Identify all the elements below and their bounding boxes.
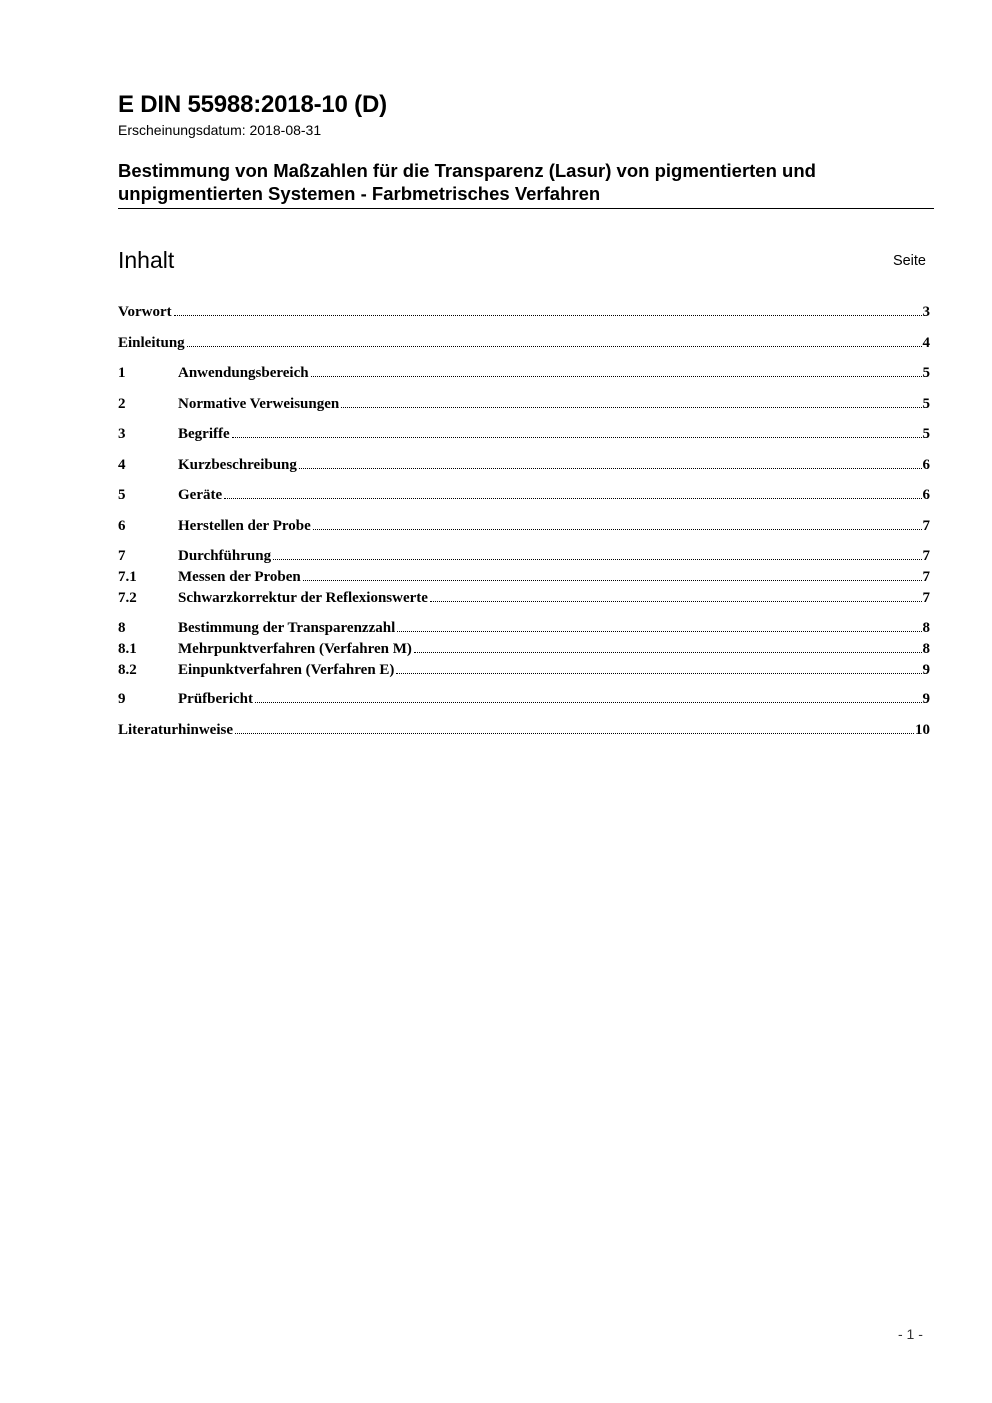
toc-entry-label: Messen der Proben	[178, 569, 301, 585]
toc-entry-label: Mehrpunktverfahren (Verfahren M)	[178, 640, 412, 657]
page-number: - 1 -	[898, 1326, 923, 1342]
toc-entry-7[interactable]	[118, 546, 930, 567]
toc-entry-number: 5	[118, 487, 126, 503]
toc-entry-5[interactable]	[118, 485, 930, 506]
document-title-line-2: unpigmentierten Systemen - Farbmetrisches Verfahren	[118, 183, 601, 204]
toc-entry-page: 5	[922, 365, 930, 381]
toc-leader-dots	[414, 652, 922, 653]
document-id: E DIN 55988:2018-10 (D)	[118, 91, 387, 118]
toc-entry-number: 8.2	[118, 661, 137, 678]
toc-entry-number: 3	[118, 426, 126, 442]
toc-leader-dots	[187, 346, 922, 347]
toc-entry-page: 7	[922, 590, 930, 606]
toc-heading: Inhalt	[118, 247, 175, 273]
toc-entry-3[interactable]	[118, 424, 930, 445]
toc-entry-page: 8	[922, 619, 930, 636]
toc-entry-label: Bestimmung der Transparenzzahl	[178, 619, 396, 636]
toc-entry-number: 7	[118, 548, 126, 564]
toc-entry-6[interactable]	[118, 516, 930, 537]
toc-entry-2[interactable]	[118, 394, 930, 415]
toc-entry-number: 8	[118, 619, 126, 636]
toc-entry-label: Vorwort	[118, 304, 172, 320]
toc-entry-9[interactable]	[118, 689, 930, 710]
toc-entry-page: 7	[922, 548, 930, 564]
document-header	[118, 90, 934, 209]
toc-page-column-heading: Seite	[892, 253, 926, 269]
toc-entry-number: 4	[118, 456, 126, 473]
toc-entry-page: 6	[922, 456, 930, 473]
toc-entry-literaturhinweise[interactable]	[118, 720, 930, 741]
toc-entry-label: Prüfbericht	[178, 691, 253, 707]
toc-leader-dots	[430, 601, 922, 602]
toc-entry-page: 10	[915, 721, 930, 738]
toc-entry-page: 9	[922, 691, 930, 707]
publication-date: Erscheinungsdatum: 2018-08-31	[118, 122, 322, 138]
toc-leader-dots	[255, 702, 922, 703]
toc-entry-8[interactable]	[118, 618, 930, 639]
toc-entry-number: 7.2	[118, 590, 137, 606]
toc-entry-label: Geräte	[178, 487, 223, 503]
toc-leader-dots	[273, 559, 921, 560]
toc-entry-number: 6	[118, 517, 126, 534]
toc-entry-label: Anwendungsbereich	[178, 365, 309, 381]
toc-leader-dots	[311, 376, 922, 377]
toc-entry-8-2[interactable]	[118, 660, 930, 681]
document-title	[118, 159, 934, 209]
toc-leader-dots	[235, 733, 914, 734]
toc-entry-label: Schwarzkorrektur der Reflexionswerte	[178, 590, 428, 606]
toc-entry-vorwort[interactable]	[118, 302, 930, 323]
toc-entry-label: Kurzbeschreibung	[178, 456, 297, 473]
toc-entry-page: 7	[922, 517, 930, 534]
toc-leader-dots	[313, 529, 922, 530]
toc-leader-dots	[341, 407, 921, 408]
toc-entry-4[interactable]	[118, 455, 930, 476]
toc-leader-dots	[299, 468, 922, 469]
toc-entry-page: 5	[922, 426, 930, 442]
toc-entry-page: 3	[922, 304, 930, 320]
toc-entry-number: 8.1	[118, 640, 137, 657]
toc-leader-dots	[224, 498, 921, 499]
toc-entry-8-1[interactable]	[118, 639, 930, 660]
toc-entry-7-2[interactable]	[118, 588, 930, 609]
toc-entry-page: 6	[922, 487, 930, 503]
toc-entry-number: 1	[118, 365, 126, 381]
toc-header	[118, 244, 926, 276]
toc-entry-label: Einleitung	[118, 334, 185, 351]
toc-leader-dots	[232, 437, 922, 438]
toc-leader-dots	[174, 315, 922, 316]
toc-list	[118, 302, 930, 741]
toc-entry-label: Durchführung	[178, 548, 272, 564]
toc-entry-number: 2	[118, 395, 126, 412]
toc-entry-label: Herstellen der Probe	[178, 517, 311, 534]
toc-entry-label: Begriffe	[178, 426, 230, 442]
toc-entry-label: Einpunktverfahren (Verfahren E)	[178, 661, 395, 678]
document-title-line-1: Bestimmung von Maßzahlen für die Transparenz (Lasur) von pigmentierten und	[118, 160, 816, 181]
toc-entry-label: Literaturhinweise	[118, 721, 233, 738]
toc-entry-page: 5	[922, 395, 930, 412]
toc-leader-dots	[397, 631, 921, 632]
toc-entry-page: 7	[922, 569, 930, 585]
toc-entry-einleitung[interactable]	[118, 333, 930, 354]
toc-entry-page: 8	[922, 640, 930, 657]
toc-entry-number: 7.1	[118, 569, 137, 585]
toc-entry-page: 4	[922, 334, 930, 351]
toc-entry-1[interactable]	[118, 363, 930, 384]
toc-entry-7-1[interactable]	[118, 567, 930, 588]
toc-entry-label: Normative Verweisungen	[178, 395, 340, 412]
toc-entry-number: 9	[118, 691, 126, 707]
toc-leader-dots	[396, 673, 921, 674]
toc-entry-page: 9	[922, 661, 930, 678]
toc-leader-dots	[303, 580, 922, 581]
